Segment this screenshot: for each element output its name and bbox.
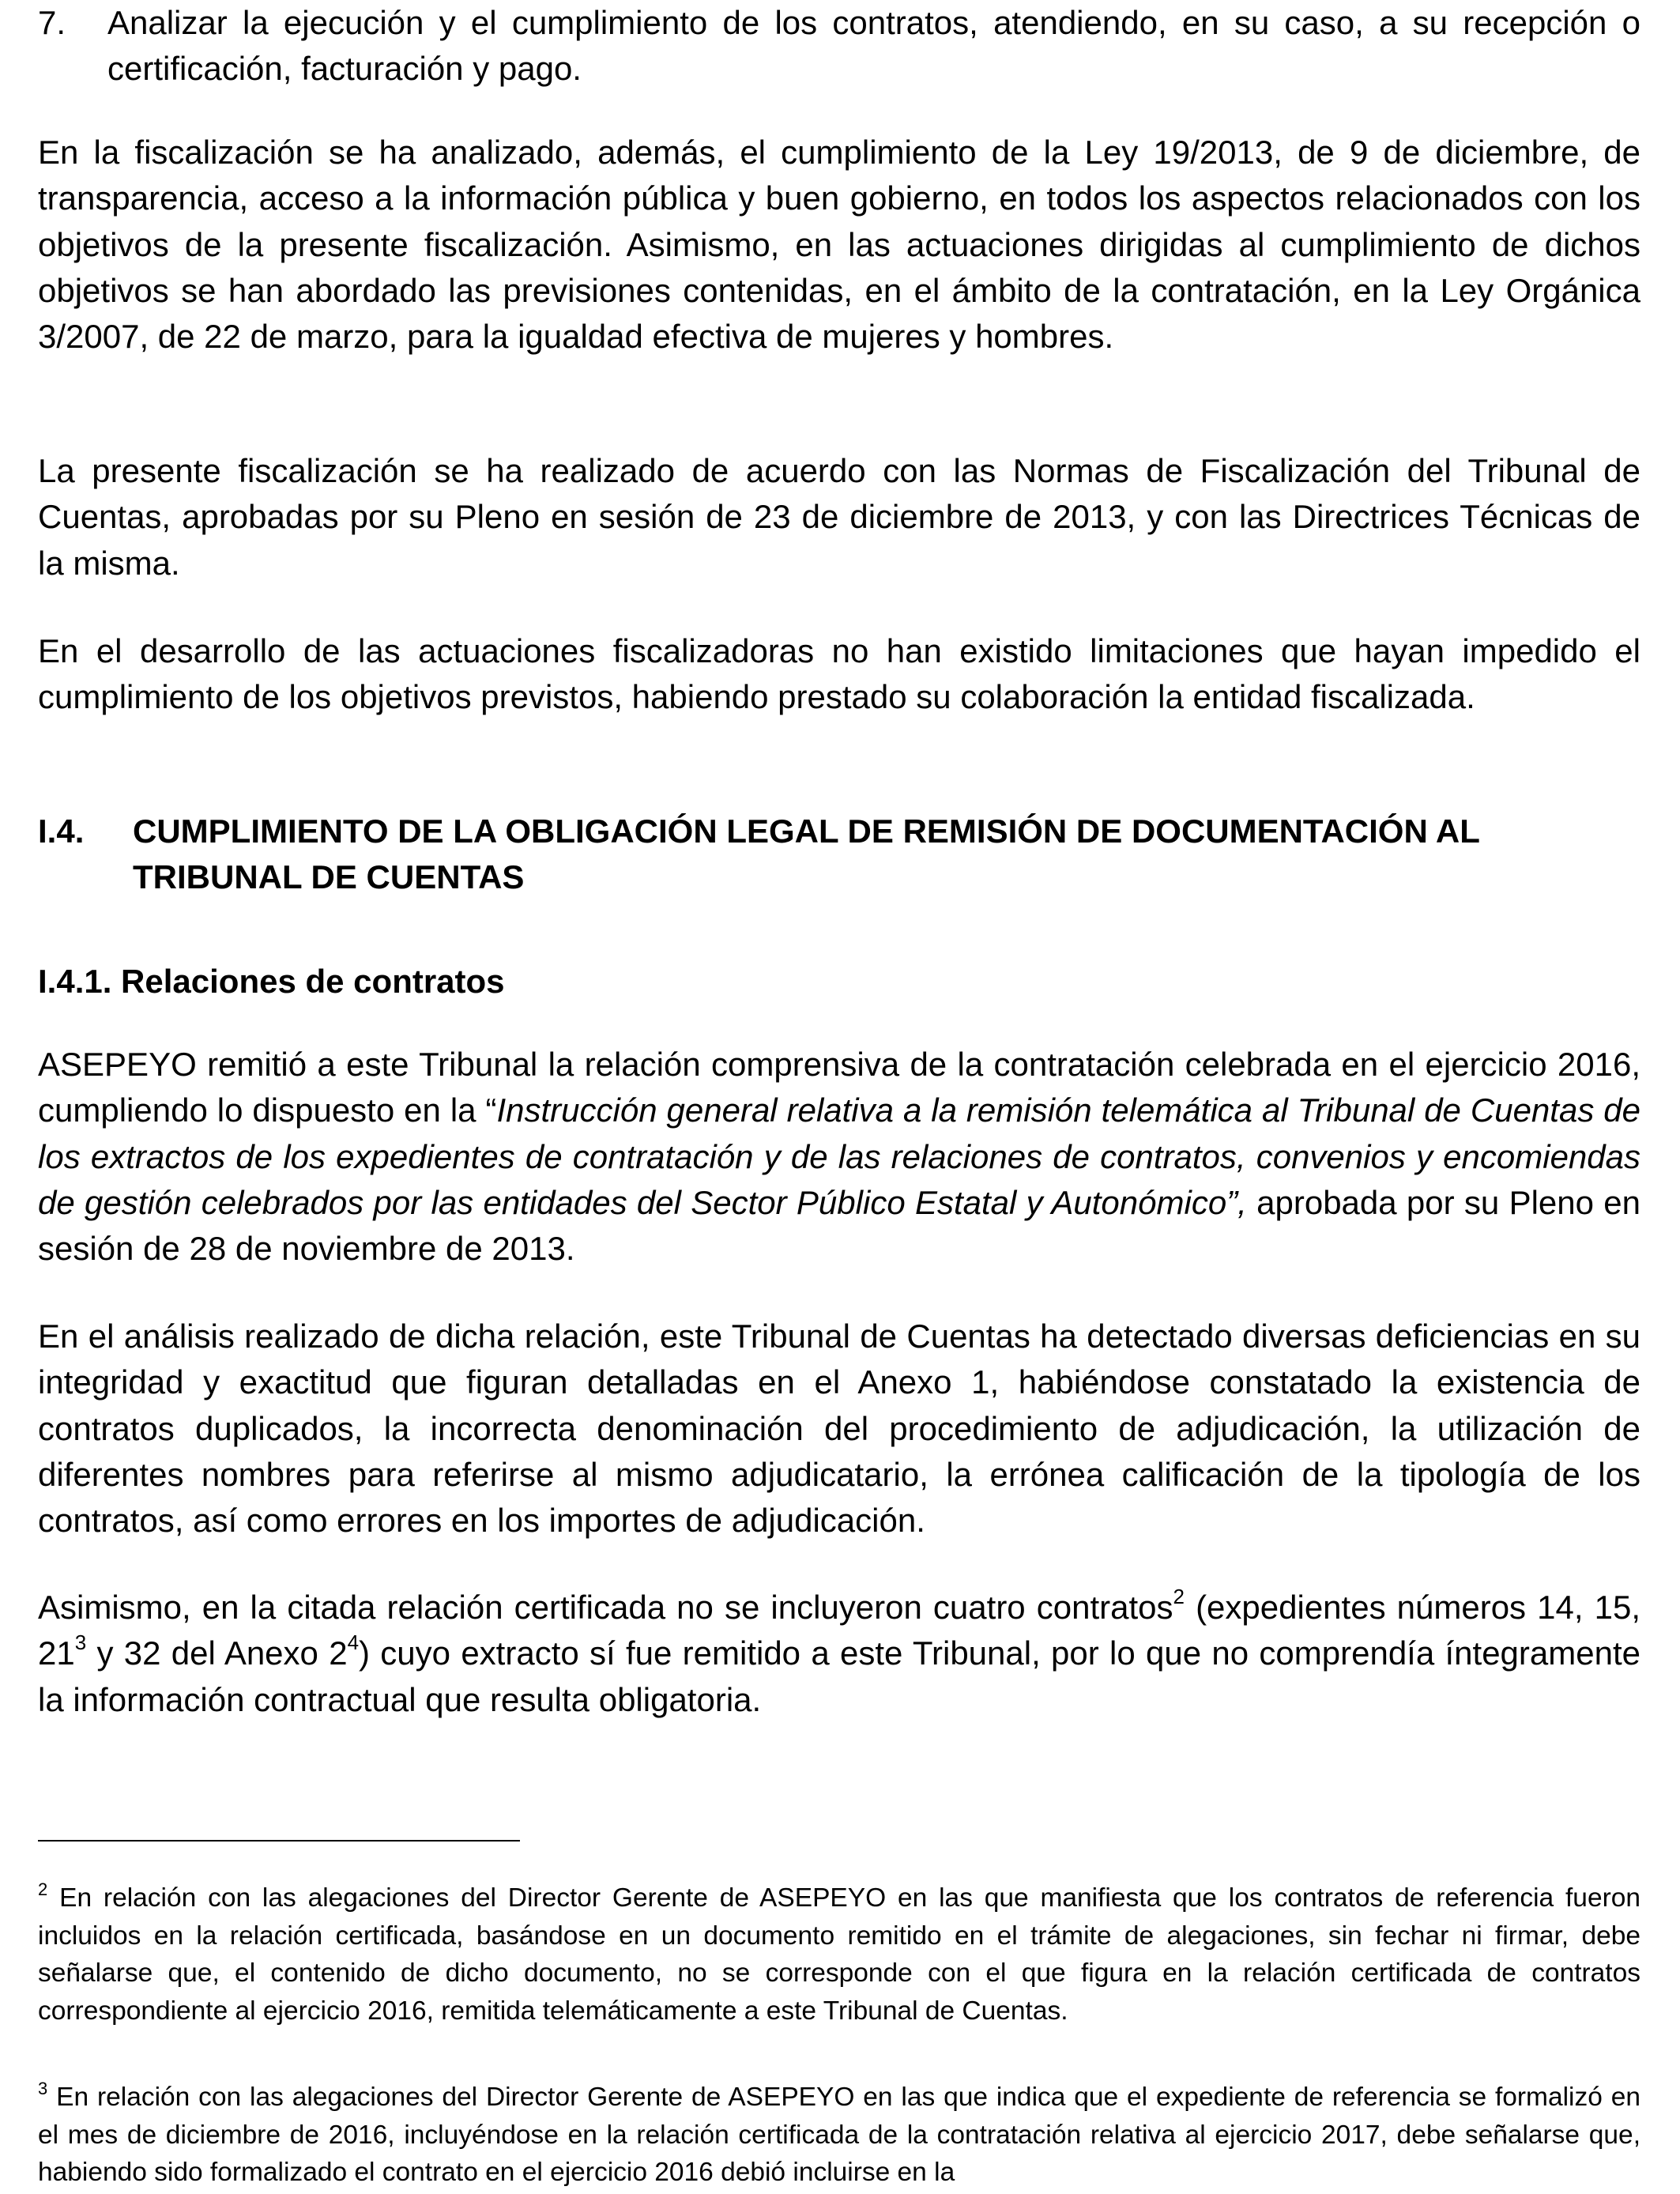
footnote-3 <box>38 2079 1640 2192</box>
paragraph-text: y 32 del Anexo 2 <box>86 1634 348 1672</box>
footnote-text: En relación con las alegaciones del Director Gerente de ASEPEYO en las que manifiesta que los contratos de referencia fueron incluidos en la relación certificada, basándose en un documento remitido en el trámite de alegaciones, sin fechar ni firmar, debe señalarse que, el contenido de dicho documento, no se corresponde con el que figura en la relación certificada de contratos correspondiente al ejercicio 2016, remitida telemáticamente a este Tribunal de Cuentas. <box>38 1883 1640 2026</box>
section-heading <box>38 809 1640 901</box>
paragraph-text: Asimismo, en la citada relación certificada no se incluyeron cuatro contratos <box>38 1589 1173 1626</box>
paragraph-text: aprobada por su Pleno en sesión de 28 de noviembre de 2013. <box>38 1183 1640 1268</box>
paragraph-text: ASEPEYO remitió a este Tribunal la relación comprensiva de la contratación celebrada en el ejercicio 2016, cumpliendo lo dispuesto en la “ <box>38 1046 1640 1129</box>
footnote-mark: 2 <box>38 1879 48 1899</box>
footnote-2 <box>38 1879 1640 2030</box>
paragraph-asepeyo-remission <box>38 1042 1640 1272</box>
footnote-ref-3[interactable]: 3 <box>74 1630 87 1655</box>
footnote-text: En relación con las alegaciones del Director Gerente de ASEPEYO en las que indica que el expediente de referencia se formalizó en el mes de diciembre de 2016, incluyéndose en la relación certificada de la contratación relativa al ejercicio 2017, debe señalarse que, habiendo sido formalizado el contrato en el ejercicio 2016 debió incluirse en la <box>38 2083 1640 2187</box>
footnote-ref-2[interactable]: 2 <box>1173 1585 1185 1608</box>
footnote-ref-4[interactable]: 4 <box>347 1630 360 1655</box>
paragraph-analysis: En el análisis realizado de dicha relación, este Tribunal de Cuentas ha detectado diversas deficiencias en su integridad y exactitud que figuran detalladas en el Anexo 1, habiéndose constatado la existencia de contratos duplicados, la incorrecta denominación del procedimiento de adjudicación, la utilización de diferentes nombres para referirse al mismo adjudicatario, la errónea calificación de la tipología de los contratos, así como errores en los importes de adjudicación. <box>38 1318 1640 1540</box>
list-item-text: Analizar la ejecución y el cumplimiento de los contratos, atendiendo, en su caso, a su recepción o certificación, facturación y pago. <box>107 4 1640 88</box>
list-item-7 <box>38 0 1640 92</box>
paragraph-text: ) cuyo extracto sí fue remitido a este Tribunal, por lo que no comprendía íntegramente la información contractual que resulta obligatoria. <box>38 1634 1640 1718</box>
paragraph-transparency: En la fiscalización se ha analizado, además, el cumplimiento de la Ley 19/2013, de 9 de diciembre, de transparencia, acceso a la información pública y buen gobierno, en todos los aspectos relacionados con los objetivos de la presente fiscalización. Asimismo, en las actuaciones dirigidas al cumplimiento de dichos objetivos se han abordado las previsiones contenidas, en el ámbito de la contratación, en la Ley Orgánica 3/2007, de 22 de marzo, para la igualdad efectiva de mujeres y hombres. <box>38 134 1640 356</box>
paragraph-text: (expedientes números 14, 15, 21 <box>38 1589 1640 1672</box>
section-number: I.4. <box>38 812 85 850</box>
footnote-separator <box>38 1840 520 1842</box>
subsection-heading: I.4.1. Relaciones de contratos <box>38 963 505 1000</box>
list-item-number: 7. <box>38 4 66 41</box>
paragraph-limitations: En el desarrollo de las actuaciones fiscalizadoras no han existido limitaciones que hayan impedido el cumplimiento de los objetivos previstos, habiendo prestado su colaboración la entidad fiscalizada. <box>38 632 1640 716</box>
footnote-mark: 3 <box>38 2078 48 2098</box>
paragraph-missing-contracts <box>38 1585 1640 1723</box>
instruction-title: Instrucción general relativa a la remisión telemática al Tribunal de Cuentas de los extractos de los expedientes de contratación y de las relaciones de contratos, convenios y encomiendas de gestión celebrados por las entidades del Sector Público Estatal y Autonómico”, <box>38 1091 1640 1221</box>
paragraph-norms: La presente fiscalización se ha realizado de acuerdo con las Normas de Fiscalización del Tribunal de Cuentas, aprobadas por su Pleno en sesión de 23 de diciembre de 2013, y con las Directrices Técnicas de la misma. <box>38 452 1640 582</box>
section-title: CUMPLIMIENTO DE LA OBLIGACIÓN LEGAL DE REMISIÓN DE DOCUMENTACIÓN AL TRIBUNAL DE CUENTAS <box>133 812 1480 896</box>
